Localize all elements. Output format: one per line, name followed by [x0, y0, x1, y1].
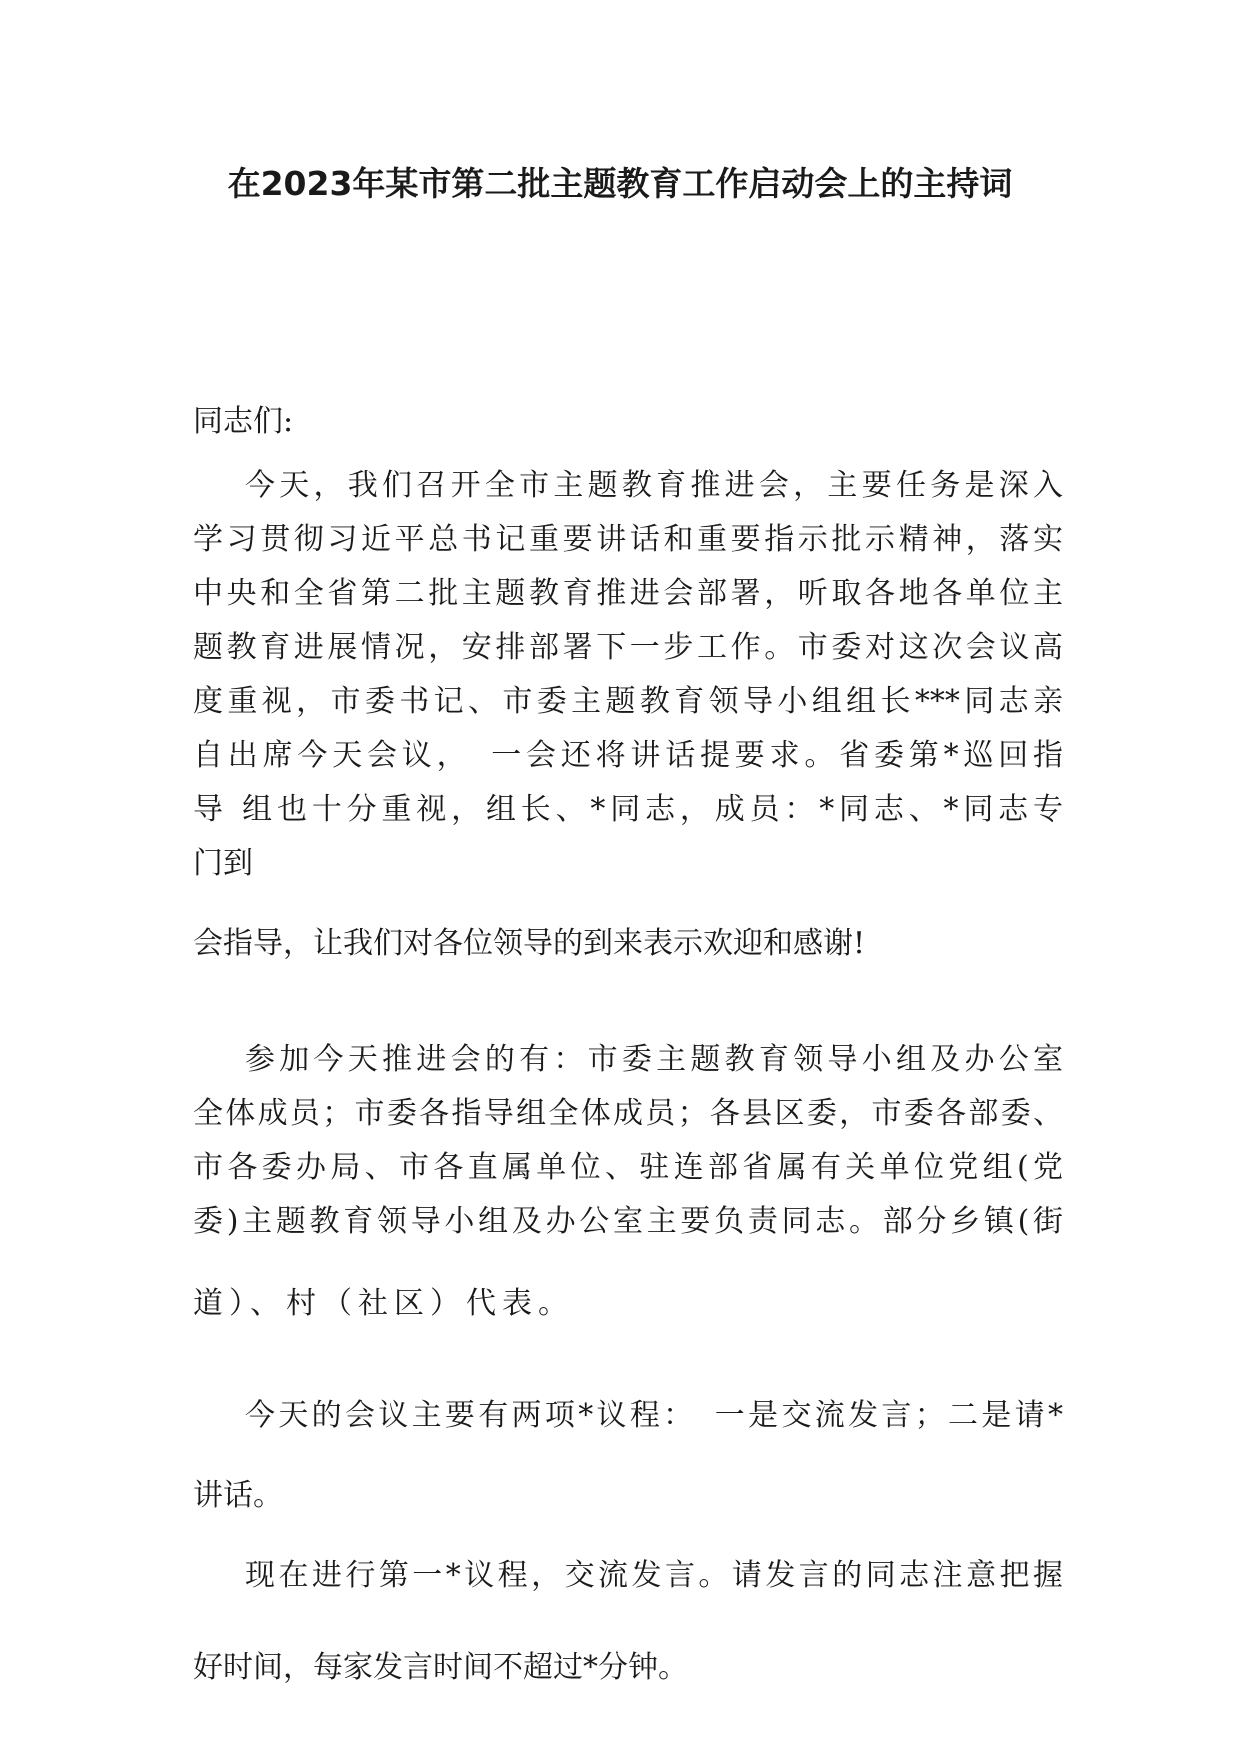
paragraph-3-tail: 讲话。 [193, 1478, 283, 1513]
paragraph-1-line-3: 中央和全省第二批主题教育推进会部署，听取各地各单位主 [193, 576, 1063, 611]
paragraph-1-line-8: 门到 [193, 846, 253, 881]
paragraph-1-line-4: 题教育进展情况，安排部署下一步工作。市委对这次会议高 [193, 630, 1063, 665]
paragraph-2-line-3: 市各委办局、市各直属单位、驻连部省属有关单位党组(党 [193, 1150, 1063, 1185]
paragraph-2-line-1: 参加今天推进会的有：市委主题教育领导小组及办公室 [245, 1042, 1063, 1077]
document-title: 在2023年某市第二批主题教育工作启动会上的主持词 [227, 164, 1013, 203]
paragraph-1-line-5: 度重视，市委书记、市委主题教育领导小组组长***同志亲 [193, 684, 1063, 719]
paragraph-1-tail: 会指导，让我们对各位领导的到来表示欢迎和感谢! [193, 926, 866, 961]
paragraph-3: 今天的会议主要有两项*议程： 一是交流发言；二是请* [245, 1398, 1063, 1433]
paragraph-4-tail: 好时间，每家发言时间不超过*分钟。 [193, 1650, 688, 1685]
paragraph-2-tail: 道）、村（社区）代表。 [193, 1286, 574, 1321]
paragraph-1-line-7: 导 组也十分重视，组长、*同志，成员：*同志、*同志专 [193, 792, 1063, 827]
paragraph-1-line-6: 自出席今天会议， 一会还将讲话提要求。省委第*巡回指 [193, 738, 1063, 773]
paragraph-4: 现在进行第一*议程，交流发言。请发言的同志注意把握 [245, 1558, 1063, 1593]
paragraph-1-line-1: 今天，我们召开全市主题教育推进会，主要任务是深入 [245, 468, 1063, 503]
paragraph-2-line-2: 全体成员；市委各指导组全体成员；各县区委，市委各部委、 [193, 1096, 1063, 1131]
paragraph-1-line-2: 学习贯彻习近平总书记重要讲话和重要指示批示精神，落实 [193, 522, 1063, 557]
paragraph-2-line-4: 委)主题教育领导小组及办公室主要负责同志。部分乡镇(街 [193, 1204, 1063, 1239]
greeting: 同志们: [193, 404, 294, 439]
